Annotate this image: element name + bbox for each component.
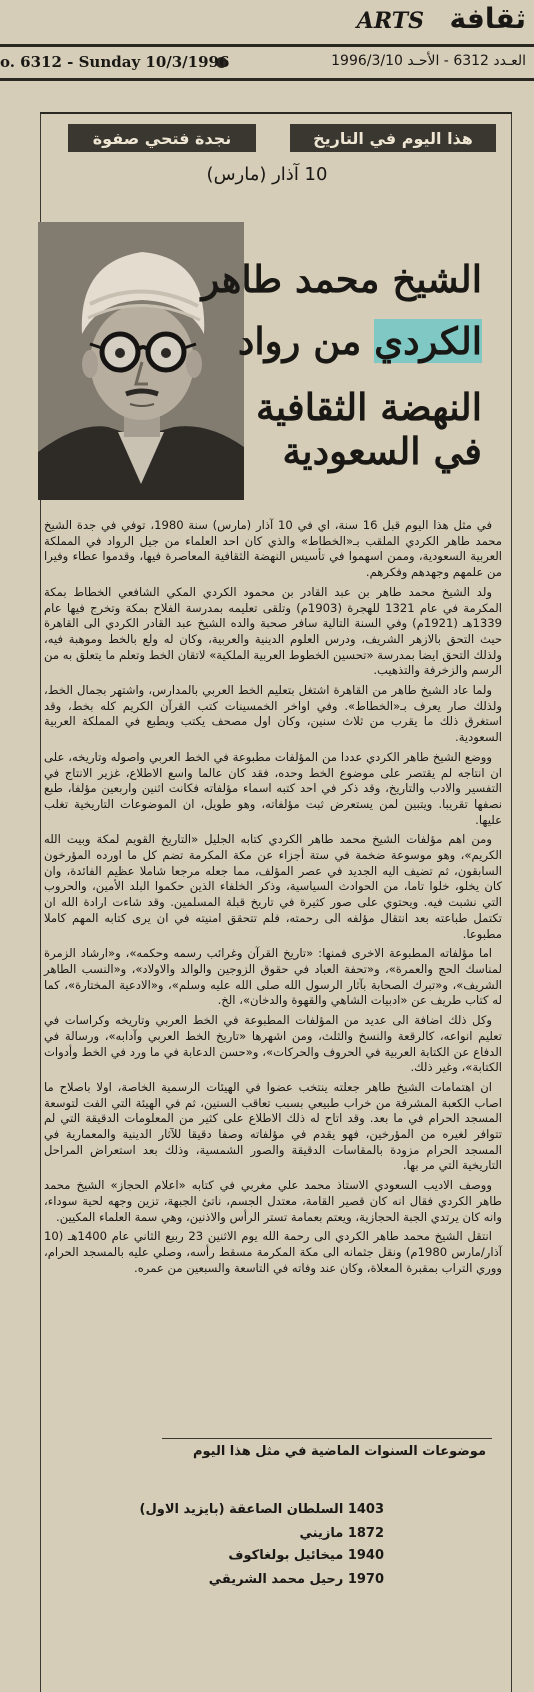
headline-highlight: الكردي	[374, 319, 482, 363]
article-date: 10 آذار (مارس)	[206, 164, 328, 185]
headline-line-4: في السعودية	[282, 429, 482, 473]
issue-info-english: o. 6312 - Sunday 10/3/1996	[0, 53, 230, 71]
headline-line-3: النهضة الثقافية	[256, 385, 482, 429]
related-topic-item: 1872 مازيني	[299, 1526, 384, 1541]
headline-line-1: الشيخ محمد طاهر	[201, 257, 482, 301]
issue-info-arabic: العـدد 6312 - الأحـد 1996/3/10	[331, 53, 526, 69]
headline-line-2-rest: من رواد	[237, 319, 375, 363]
body-paragraph: اما مؤلفاته المطبوعة الاخرى فمنها: «تاريخ القرآن وغرائب رسمه وحكمه»، و«ارشاد الزمرة لمناسك الحج والعمرة»، و«تحفة العباد في حقوق الزوجين والوالد والاولاد»، و«النسب الطاهر الشريف»، و«تبرك الصحابة بآثار الرسول الله صلى الله عليه وسلم»، و«الادعية المختارة»، كما له كتاب طريف عن «ادبيات الشاهي والقهوة والدخان»، الخ.	[44, 946, 502, 1008]
section-title-english: ARTS	[356, 8, 424, 34]
body-paragraph: ولما عاد الشيخ طاهر من القاهرة اشتغل بتعليم الخط العربي بالمدارس، واشتهر بجمال الخط، ولذلك صار يعرف بـ«الخطاط». وفي اواخر الخمسينات كتب القرآن الكريم كله بخط، وقد استغرق ذلك ما يقرب من ثلاث سنين، وكان اول مصحف يكتب ويطبع في المملكة العربية السعودية.	[44, 683, 502, 745]
masthead-rule-top	[0, 44, 534, 47]
masthead-rule-bottom	[0, 78, 534, 81]
related-topic-item: 1403 السلطان الصاعقة (بايزيد الاول)	[139, 1502, 384, 1517]
column-label: هذا اليوم في التاريخ	[290, 124, 496, 152]
related-topic-item: 1970 رحيل محمد الشريقي	[208, 1572, 384, 1587]
body-paragraph: انتقل الشيخ محمد طاهر الكردي الى رحمة الله يوم الاثنين 23 ربيع الثاني عام 1400هـ (10 آذار/مارس 1980م) ونقل جثمانه الى مكة المكرمة مسقط رأسه، وصلي عليه بالمسجد الحرام، ووري التراب بمقبرة المعلاة، وكان عند وفاته في التاسعة والسبعين من عمره.	[44, 1229, 502, 1275]
author-label: نجدة فتحي صفوة	[68, 124, 256, 152]
body-paragraph: ان اهتمامات الشيخ طاهر جعلته ينتخب عضوا في الهيئات الرسمية الخاصة، اولا باصلاح ما اصاب الكعبة المشرفة من خراب طبيعي بسبب تعاقب السنين، ثم في الهيئة التي الفت لتوسعة المسجد الحرام في ما بعد. وقد اتاح له ذلك الاطلاع على كثير من المعلومات الدقيقة التي لم تتوافر لغيره من المؤرخين، فهو يقدم في مؤلفاته وصفا دقيقا للآثار الدينية والمعمارية في المسجد الحرام مزودة بالمقاسات الدقيقة والصور الشمسية، وذلك بعد استعراض المراحل التاريخية التي مر بها.	[44, 1079, 502, 1173]
related-topic-item: 1940 ميخائيل بولغاكوف	[228, 1548, 384, 1563]
related-divider	[162, 1438, 492, 1439]
headline-line-2	[238, 318, 482, 364]
related-topics-title: موضوعات السنوات الماضية في مثل هذا اليوم	[192, 1444, 486, 1459]
article-body	[44, 518, 502, 1280]
body-paragraph: ومن اهم مؤلفات الشيخ محمد طاهر الكردي كتابه الجليل «التاريخ القويم لمكة وبيت الله الكريم»، وهو موسوعة ضخمة في ستة أجزاء عن مكة المكرمة تضم كل ما اورده المؤرخون السابقون، ثم تضيف اليه الجديد في عصر المؤلف، مما جعله مرجعا شاملا عظيم الفائدة، وان كان يخلو، خلوا تاما، من الحوادث السياسية، وذكر الخلفاء الذين حكموا البلد الأمين، والحروب التي نشبت فيه. ويحتوي على صور كثيرة في تاريخ قبلة المسلمين. وقد شاءت ارادة الله ان تكتمل طباعته بعد انتقال مؤلفه الى رحمته، فلم تتحقق امنيته في ان يرى كتابه المهم كاملا مطبوعا.	[44, 832, 502, 941]
column-top-rule	[40, 112, 512, 114]
body-paragraph: ووضع الشيخ طاهر الكردي عددا من المؤلفات مطبوعة في الخط العربي واصوله وتاريخه، على ان انتاجه لم يقتصر على موضوع الخط وحده، فقد كان عالما واسع الاطلاع، غزير الانتاج في التفسير والادب والتاريخ، وقد ذكر في احد كتبه اسماء مؤلفاته فكانت اثنين واربعين مؤلفا، طبع نصفها تقريبا. ويتبين لمن يستعرض ثبت مؤلفاته، وهو طويل، ان الموضوعات التاريخية تغلب عليها.	[44, 749, 502, 827]
body-paragraph: ولد الشيخ محمد طاهر بن عبد القادر بن محمود الكردي المكي الشافعي الخطاط بمكة المكرمة في عام 1321 للهجرة (1903م) وتلقى تعليمه بمدرسة الفلاح بمكة وتخرج فيها عام 1339هـ (1921م) وفي السنة التالية سافر صحبة والده الشيخ عبد القادر الكردي الى القاهرة حيث التحق بالازهر الشريف، ودرس العلوم الدينية والعربية، وكان له ولع بالخط وموهبة فيه، ولذلك التحق ايضا بمدرسة «تحسين الخطوط العربية الملكية» لاتقان الخط وتعلم ما يتعلق به من الرسم والزخرفة والتذهيب.	[44, 584, 502, 678]
body-paragraph: في مثل هذا اليوم قبل 16 سنة، اي في 10 آذار (مارس) سنة 1980، توفي في جدة الشيخ محمد طاهر الكردي الملقب بـ«الخطاط» والذي كان احد العلماء من جيل الرواد في المملكة العربية السعودية، وممن اسهموا في تأسيس النهضة الثقافية المعاصرة فيها، وقدموا عطاء وفيرا من علمهم وجهدهم وفكرهم.	[44, 518, 502, 580]
body-paragraph: ووصف الاديب السعودي الاستاذ محمد علي مغربي في كتابه «اعلام الحجاز» الشيخ محمد طاهر الكردي فقال انه كان قصير القامة، معتدل الجسم، ناتئ الجبهة، تزين وجهه لحية سوداء، وانه كان يرتدي الجبة الحجازية، ويعتم بعمامة تستر الرأس والاذنين، وهي سمة العلماء المكيين.	[44, 1178, 502, 1224]
body-paragraph: وكل ذلك اضافة الى عديد من المؤلفات المطبوعة في الخط العربي وتاريخه وكراسات في تعليم انواعه، كالرقعة والنسخ والثلث، ومن اشهرها «تاريخ الخط العربي وآدابه»، ورسالة في الدفاع عن الكتابة العربية في الحروف والحركات»، و«حسن الدعابة في ما ورد في الخط وأدوات الكتابة»، وغير ذلك.	[44, 1013, 502, 1075]
section-title-arabic: ثقافة	[449, 2, 526, 35]
